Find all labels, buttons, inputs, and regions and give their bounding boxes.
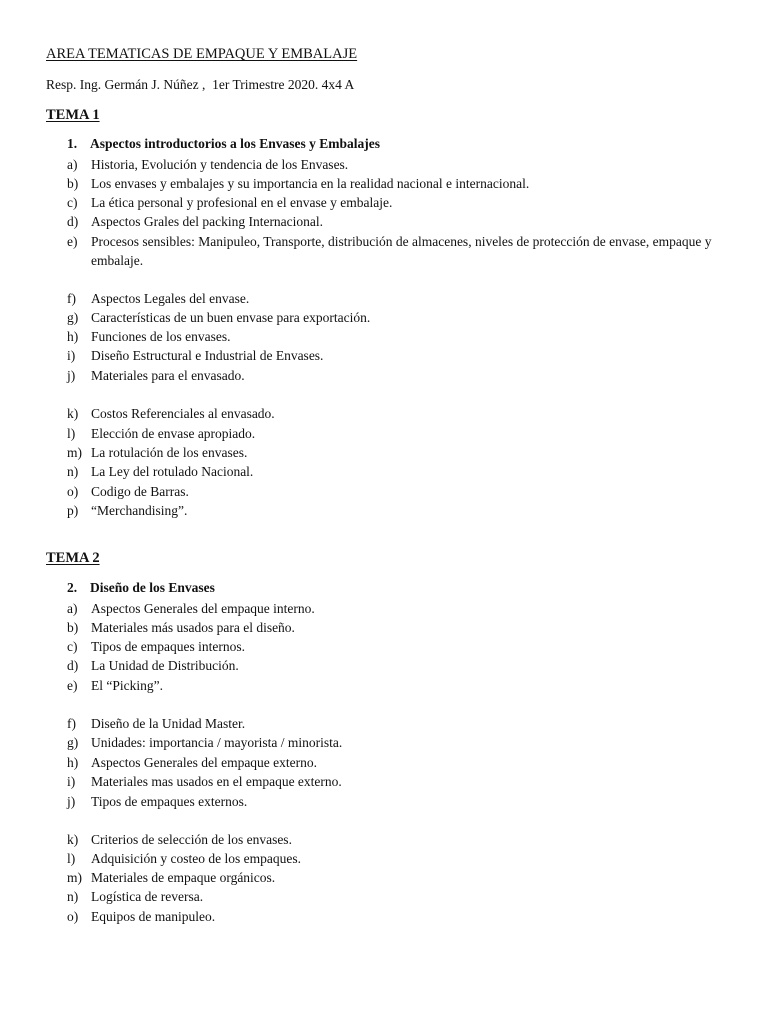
list-item-text: La Unidad de Distribución. (91, 658, 239, 673)
list-item (67, 907, 727, 926)
list-item-text: Logística de reversa. (91, 889, 204, 904)
tema-1-section-number: 1. (67, 136, 78, 151)
list-item-text: Unidades: importancia / mayorista / minorista. (91, 735, 343, 750)
list-item-letter: d) (67, 658, 79, 673)
list-item-text: Características de un buen envase para exportación. (91, 310, 371, 325)
list-item-letter: h) (67, 329, 79, 344)
tema-2-heading: TEMA 2 (46, 550, 100, 566)
list-item (67, 346, 727, 365)
list-item (67, 887, 727, 906)
list-item (67, 792, 727, 811)
list-item (67, 193, 727, 212)
list-item-text: Costos Referenciales al envasado. (91, 406, 275, 421)
list-item (67, 212, 727, 231)
list-item (67, 656, 727, 675)
list-item-letter: h) (67, 755, 79, 770)
list-item (67, 618, 727, 637)
list-item-text: Tipos de empaques externos. (91, 794, 248, 809)
list-item-letter: a) (67, 157, 78, 172)
tema-1-section-title (67, 136, 380, 152)
list-item-text: Adquisición y costeo de los empaques. (91, 851, 301, 866)
list-item (67, 714, 727, 733)
list-item-letter: m) (67, 870, 82, 885)
responsible-line: Resp. Ing. Germán J. Núñez , 1er Trimestre 2020. 4x4 A (46, 77, 355, 92)
list-item (67, 289, 727, 308)
tema-2-section-number: 2. (67, 580, 78, 595)
list-item-text: Diseño Estructural e Industrial de Envases. (91, 348, 324, 363)
list-item-text: Diseño de la Unidad Master. (91, 716, 246, 731)
list-item (67, 366, 727, 385)
list-item-letter: o) (67, 909, 79, 924)
list-item (67, 155, 727, 174)
list-item-letter: o) (67, 484, 79, 499)
list-item (67, 772, 727, 791)
list-item-letter: p) (67, 503, 79, 518)
list-item-letter: m) (67, 445, 82, 460)
list-item-letter: i) (67, 348, 76, 363)
list-item (67, 753, 727, 772)
list-item-text: Aspectos Generales del empaque externo. (91, 755, 318, 770)
list-item-letter: a) (67, 601, 78, 616)
tema-2-section-text: Diseño de los Envases (90, 580, 215, 595)
list-item-text: “Merchandising”. (91, 503, 188, 518)
list-item-letter: e) (67, 678, 78, 693)
list-item-letter: b) (67, 620, 79, 635)
list-item (67, 676, 727, 695)
list-item (67, 443, 727, 462)
document-title: AREA TEMATICAS DE EMPAQUE Y EMBALAJE (46, 46, 358, 62)
list-item-text: Los envases y embalajes y su importancia en la realidad nacional e internacional. (91, 176, 530, 191)
list-item (67, 733, 727, 752)
list-item-text: Funciones de los envases. (91, 329, 231, 344)
list-item-text: Codigo de Barras. (91, 484, 189, 499)
list-item-letter: k) (67, 406, 79, 421)
list-item-letter: b) (67, 176, 79, 191)
tema-1-heading: TEMA 1 (46, 107, 100, 123)
list-item (67, 482, 727, 501)
list-item (67, 830, 727, 849)
list-item-text: La ética personal y profesional en el envase y embalaje. (91, 195, 393, 210)
list-item-text: Materiales mas usados en el empaque externo. (91, 774, 342, 789)
list-item-text: Equipos de manipuleo. (91, 909, 216, 924)
list-item-text: Historia, Evolución y tendencia de los Envases. (91, 157, 349, 172)
list-item-text: Materiales más usados para el diseño. (91, 620, 295, 635)
list-item-text: Procesos sensibles: Manipuleo, Transporte, distribución de almacenes, niveles de protección de envase, empaque y embalaje. (91, 234, 712, 268)
list-item-letter: l) (67, 851, 76, 866)
list-item-text: La rotulación de los envases. (91, 445, 248, 460)
list-item (67, 501, 727, 520)
list-item-text: Aspectos Generales del empaque interno. (91, 601, 315, 616)
list-item-letter: c) (67, 639, 78, 654)
list-item (67, 849, 727, 868)
list-item-text: Aspectos Grales del packing Internacional. (91, 214, 324, 229)
list-item-letter: j) (67, 794, 76, 809)
list-item (67, 462, 727, 481)
list-item-text: Aspectos Legales del envase. (91, 291, 250, 306)
list-item-letter: g) (67, 735, 79, 750)
list-item-letter: g) (67, 310, 79, 325)
list-item (67, 308, 727, 327)
list-item-letter: j) (67, 368, 76, 383)
list-item-text: El “Picking”. (91, 678, 163, 693)
list-item-text: Tipos de empaques internos. (91, 639, 245, 654)
list-item-text: Criterios de selección de los envases. (91, 832, 292, 847)
list-item-text: Materiales de empaque orgánicos. (91, 870, 276, 885)
list-item (67, 599, 727, 618)
list-item-letter: k) (67, 832, 79, 847)
list-item (67, 868, 727, 887)
list-item-letter: l) (67, 426, 76, 441)
list-item-letter: d) (67, 214, 79, 229)
list-item-letter: f) (67, 291, 76, 306)
list-item-letter: n) (67, 464, 79, 479)
list-item (67, 232, 727, 270)
list-item (67, 327, 727, 346)
list-item-text: La Ley del rotulado Nacional. (91, 464, 254, 479)
tema-1-section-text: Aspectos introductorios a los Envases y Embalajes (90, 136, 381, 151)
tema-2-section-title (67, 580, 215, 596)
list-item-letter: n) (67, 889, 79, 904)
list-item (67, 424, 727, 443)
list-item (67, 404, 727, 423)
list-item-letter: e) (67, 234, 78, 249)
list-item (67, 637, 727, 656)
list-item-letter: f) (67, 716, 76, 731)
list-item-text: Materiales para el envasado. (91, 368, 245, 383)
list-item-letter: c) (67, 195, 78, 210)
list-item-letter: i) (67, 774, 76, 789)
list-item (67, 174, 727, 193)
list-item-text: Elección de envase apropiado. (91, 426, 256, 441)
